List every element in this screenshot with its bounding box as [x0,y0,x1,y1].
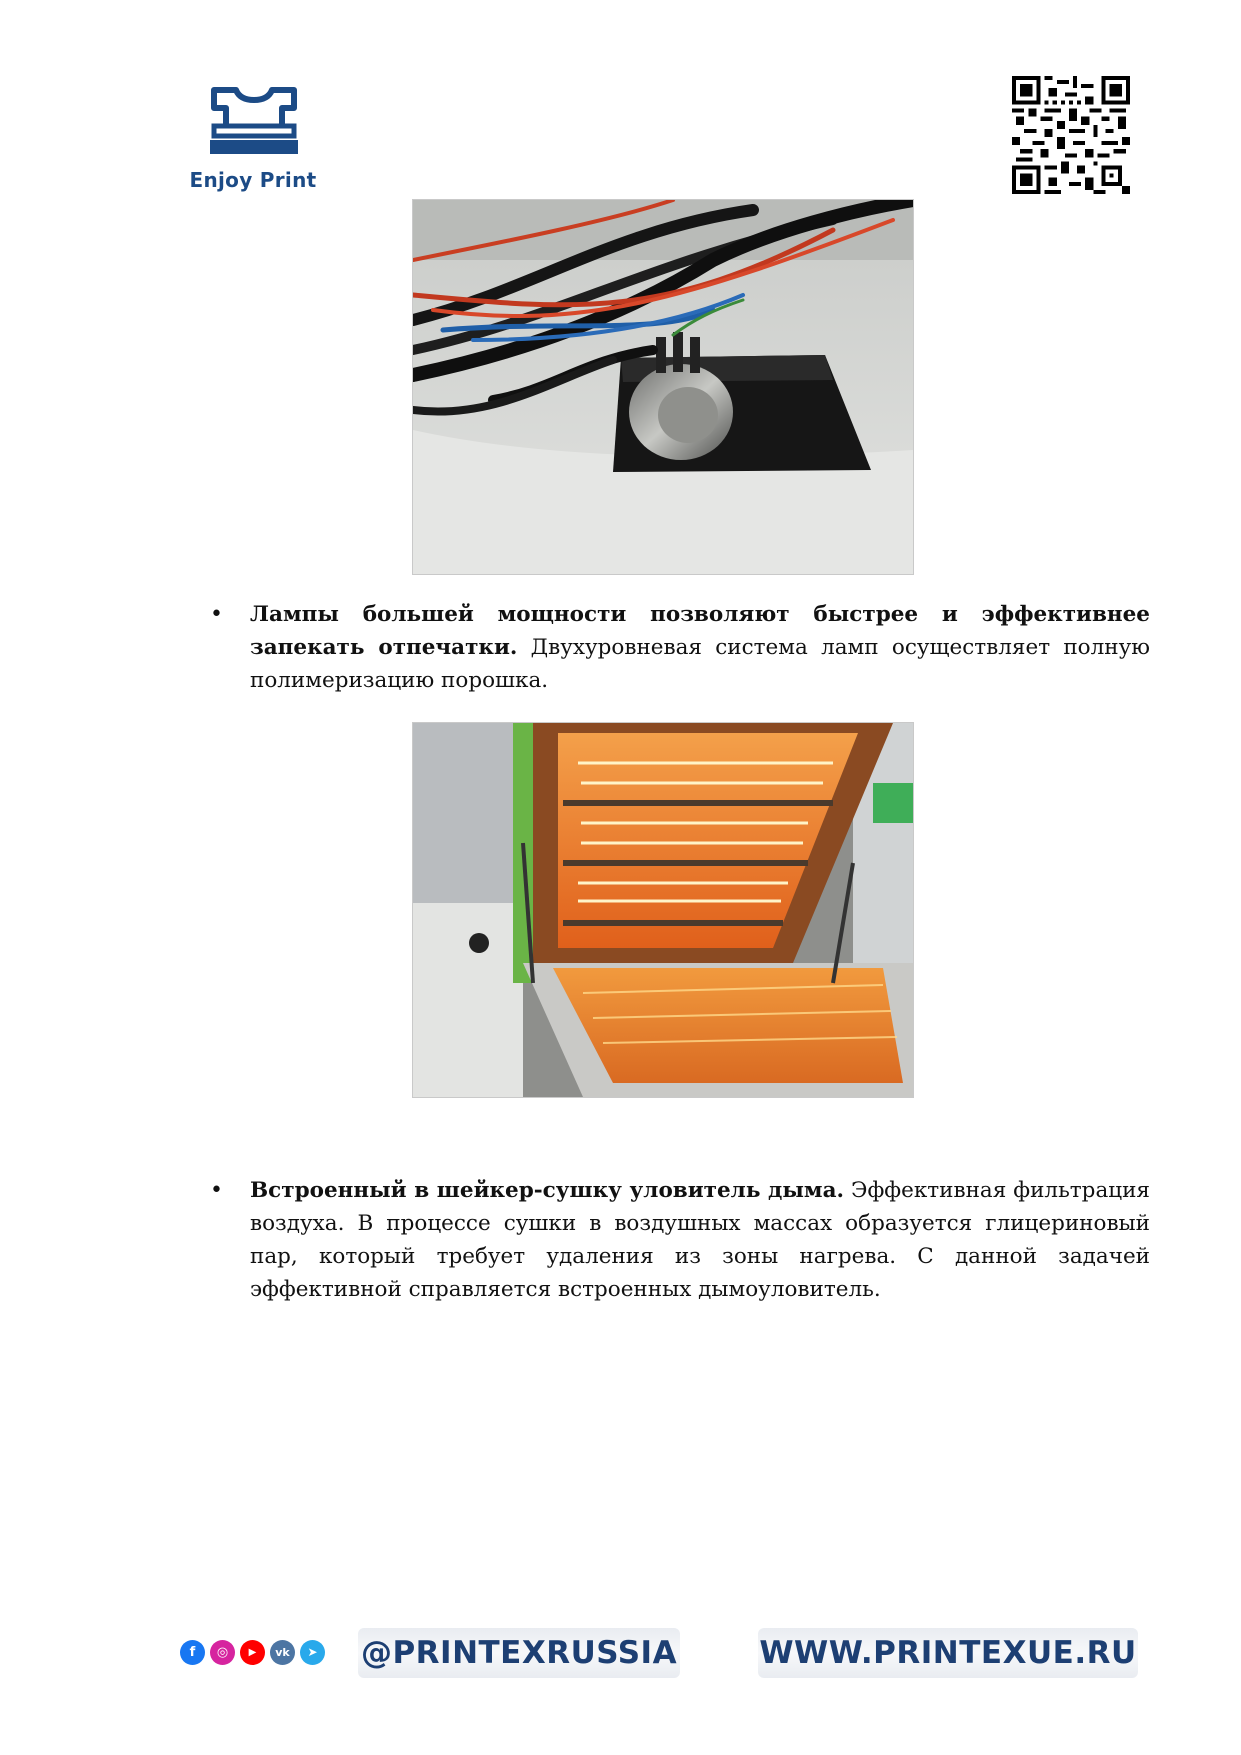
tshirt-press-icon [208,86,300,156]
shaker-motor-photo [412,199,914,575]
feature-description: Двухуровневая система ламп осуществляет полную полимеризацию порошка. [250,635,1150,693]
social-icons [180,1640,330,1668]
brand-logo [188,86,328,196]
curing-oven-photo [412,722,914,1098]
logo-text: Enjoy Print [189,168,317,192]
facebook-icon[interactable]: f [180,1640,205,1665]
feature-heading: Встроенный в шейкер-сушку уловитель дыма. [250,1178,845,1203]
bullet-marker: • [210,602,223,627]
feature-heading: Лампы большей мощности позволяют быстрее и эффективнее запекать отпечатки. [250,602,1150,660]
website-link[interactable]: WWW.PRINTEXUE.RU [758,1628,1138,1678]
social-handle-link[interactable]: @PRINTEXRUSSIA [358,1628,680,1678]
feature-description: Эффективная фильтрация воздуха. В процессе сушки в воздушных массах образуется глицериновый пар, который требует удаления из зоны нагрева. С данной задачей эффективной справляется встроенных дымоуловитель. [250,1178,1150,1302]
bullet-marker: • [210,1178,223,1203]
instagram-icon[interactable]: ◎ [210,1640,235,1665]
qr-code[interactable] [1012,76,1130,194]
vk-icon[interactable]: vk [270,1640,295,1665]
youtube-icon[interactable]: ▶ [240,1640,265,1665]
feature-text [250,1174,1150,1306]
feature-text [250,598,1150,697]
telegram-icon[interactable]: ➤ [300,1640,325,1665]
